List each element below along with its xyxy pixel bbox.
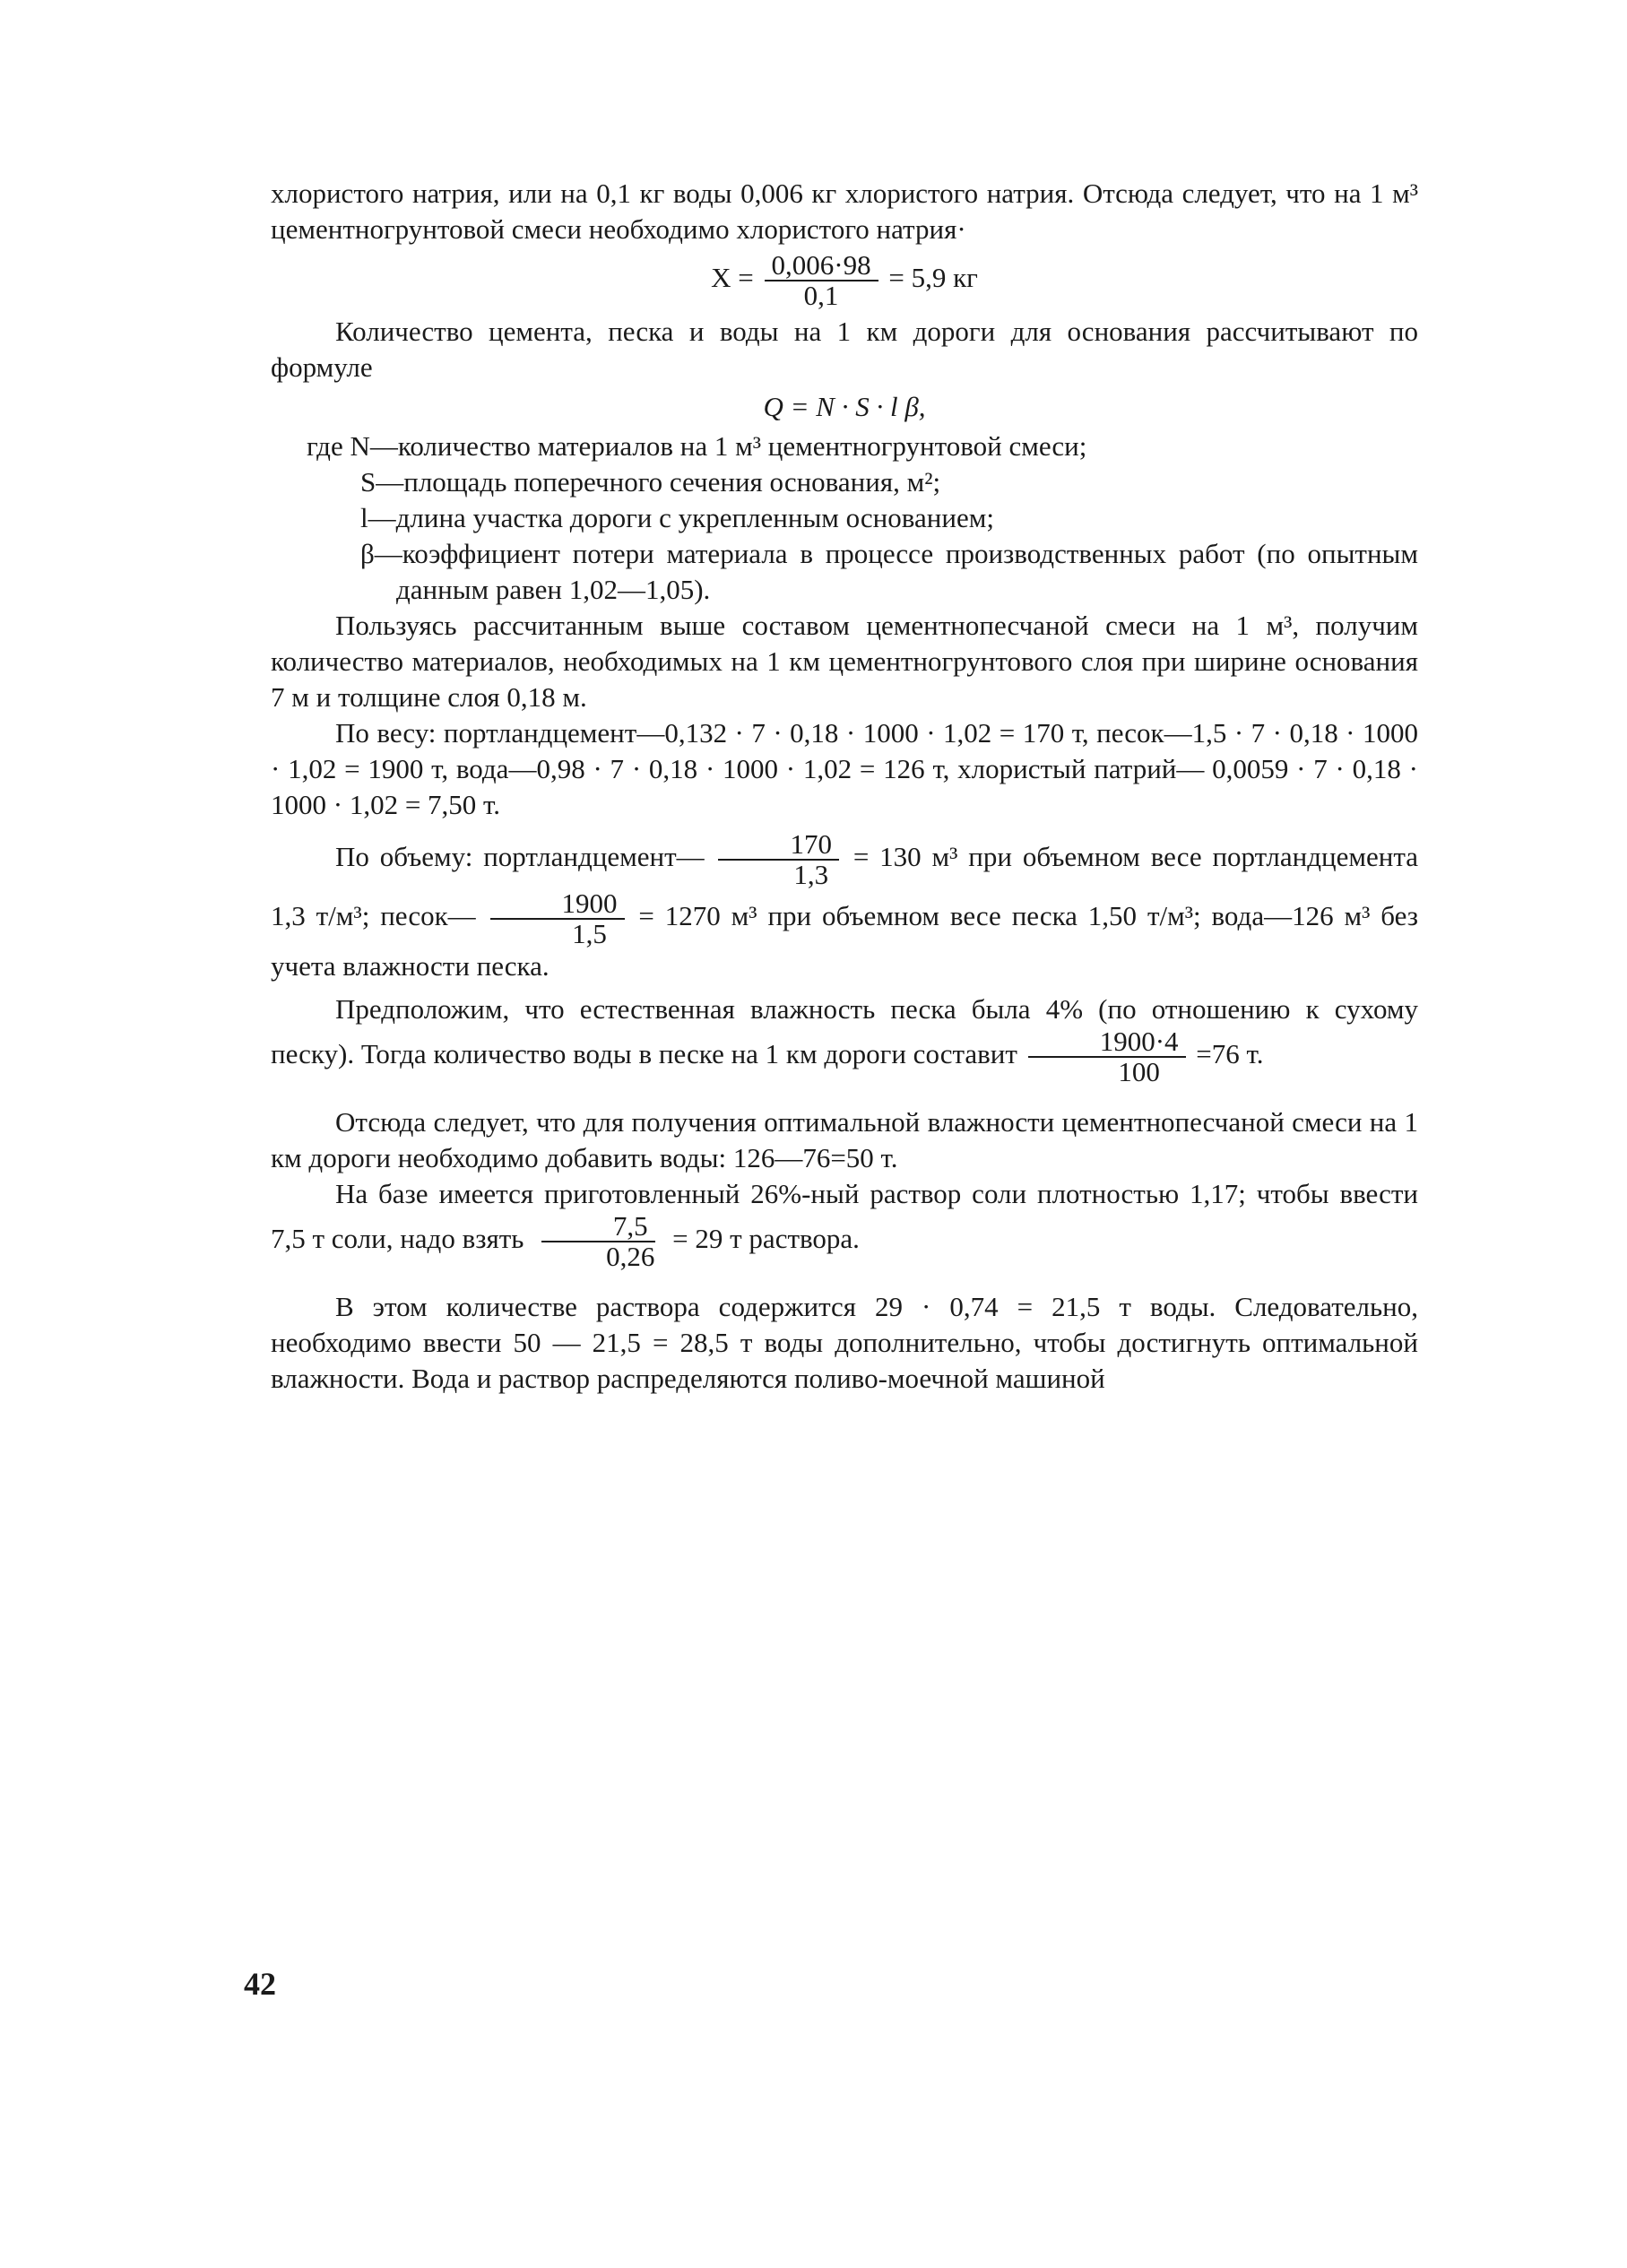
paragraph-9: В этом количестве раствора содержится 29 · 0,74 = 21,5 т воды. Следовательно, необходимо ввести 50 — 21,5 = 28,5 т воды дополнительно, чтобы достигнуть оптимальной влажности. Вода и раствор распределяются поливо-моечной машиной — [271, 1291, 1418, 1394]
paragraph-5-text-a: По объему: портландцемент— — [335, 841, 705, 873]
paragraph-8 — [271, 1176, 1418, 1271]
page-number: 42 — [244, 1966, 276, 2002]
formula-x-rhs: = 5,9 кг — [888, 262, 978, 294]
fraction-water-denominator: 100 — [1118, 1056, 1160, 1087]
formula-x-fraction — [765, 251, 878, 310]
definition-l: l—длина участка дороги с укрепленным основанием; — [360, 502, 994, 533]
fraction-water-numerator: 1900·4 — [1028, 1027, 1186, 1058]
formula-x — [271, 251, 1418, 310]
paragraph-8-text-b: = 29 т раствора. — [672, 1223, 860, 1255]
fraction-cement-denominator: 1,3 — [793, 859, 829, 890]
definition-s: S—площадь поперечного сечения основания, м²; — [360, 466, 941, 498]
fraction-cement-numerator: 170 — [718, 830, 839, 861]
fraction-cement — [718, 830, 839, 889]
formula-x-numerator: 0,006·98 — [765, 251, 878, 281]
fraction-sand-denominator: 1,5 — [572, 918, 607, 949]
paragraph-5 — [271, 830, 1418, 984]
fraction-solution — [534, 1212, 662, 1271]
paragraph-8-text-a: На базе имеется приготовленный 26%-ный раствор соли плотностью 1,17; чтобы ввести 7,5 т соли, надо взять — [271, 1178, 1418, 1255]
definition-beta: β—коэффициент потери материала в процессе производственных работ (по опытным данным равен 1,02—1,05). — [360, 538, 1418, 605]
fraction-solution-denominator: 0,26 — [606, 1241, 655, 1272]
formula-x-denominator: 0,1 — [803, 280, 839, 311]
paragraph-6 — [271, 991, 1418, 1086]
formula-x-lhs: X = — [711, 262, 754, 294]
paragraph-5-text-c: = 1270 м³ при объемном весе песка 1,50 т/м³; вода—126 м³ без учета влажности песка. — [271, 900, 1418, 982]
paragraph-2: Количество цемента, песка и воды на 1 км дороги для основания рассчитывают по формуле — [271, 316, 1418, 383]
paragraph-4: По весу: портландцемент—0,132 · 7 · 0,18 · 1000 · 1,02 = 170 т, песок—1,5 · 7 · 0,18 · 1000 · 1,02 = 1900 т, вода—0,98 · 7 · 0,18 · 1000 · 1,02 = 126 т, хлористый патрий— 0,0059 · 7 · 0,18 · 1000 · 1,02 = 7,50 т. — [271, 717, 1418, 820]
paragraph-6-text-a: Предположим, что естественная влажность песка была 4% (по отношению к сухому песку). Тогда количество воды в песке на 1 км дороги составит — [271, 993, 1418, 1070]
fraction-water — [1028, 1027, 1186, 1086]
paragraph-7: Отсюда следует, что для получения оптимальной влажности цементнопесчаной смеси на 1 км дороги необходимо добавить воды: 126—76=50 т. — [271, 1106, 1418, 1173]
formula-q: Q = N · S · l β, — [763, 391, 926, 422]
paragraph-5-text-b: = 130 м³ при объемном весе портландцемента 1,3 т/м³; песок— — [271, 841, 1419, 932]
paragraph-3: Пользуясь рассчитанным выше составом цементнопесчаной смеси на 1 м³, получим количество материалов, необходимых на 1 км цементногрунтового слоя при ширине основания 7 м и толщине слоя 0,18 м. — [271, 610, 1418, 713]
fraction-solution-numerator: 7,5 — [541, 1212, 655, 1242]
fraction-sand — [490, 889, 625, 948]
fraction-sand-numerator: 1900 — [490, 889, 625, 920]
paragraph-1: хлористого натрия, или на 0,1 кг воды 0,006 кг хлористого натрия. Отсюда следует, что на 1 м³ цементногрунтовой смеси необходимо хлористого натрия· — [271, 177, 1418, 245]
paragraph-6-text-b: =76 т. — [1196, 1038, 1264, 1070]
text-column — [271, 176, 1418, 1397]
definition-n: где N—количество материалов на 1 м³ цементногрунтовой смеси; — [307, 430, 1087, 462]
